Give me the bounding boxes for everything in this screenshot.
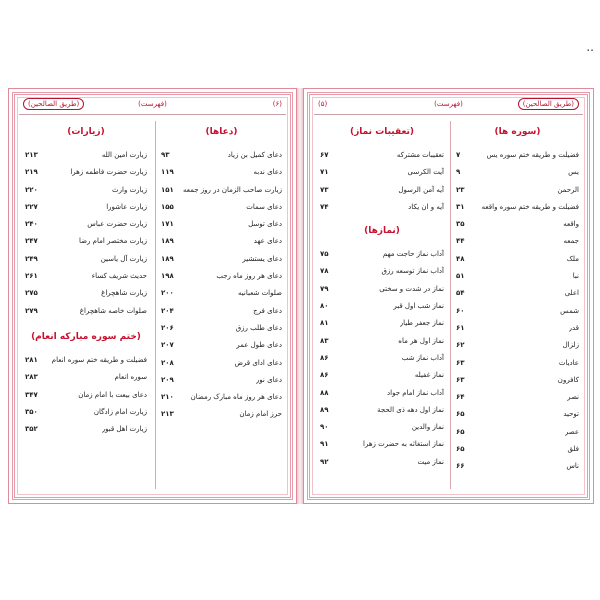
toc-entry (452, 182, 583, 199)
toc-entry-page: ۷ (456, 151, 461, 159)
toc-entry-page: ۷۴ (320, 202, 329, 211)
section-title-duas: (دعاها) (205, 127, 238, 137)
toc-entry (21, 285, 151, 302)
toc-entry-page: ۲۴۷ (25, 237, 38, 246)
toc-entry (157, 233, 286, 250)
toc-entry-page: ۲۱۰ (161, 393, 174, 402)
toc-entry-title: تعقیبات مشترکه (396, 151, 444, 159)
toc-entry (452, 268, 583, 285)
toc-entry (452, 337, 583, 354)
toc-entry-title: ناس (566, 462, 579, 471)
toc-entry-title: کافرون (557, 375, 579, 384)
toc-entry-title: نصر (567, 393, 579, 402)
toc-entry (452, 320, 583, 337)
toc-entry-title: ملک (566, 254, 579, 263)
left-page-book-title: (طریق الصالحین) (23, 98, 84, 110)
toc-entry-page: ۲۰۴ (161, 306, 174, 315)
toc-entry (316, 385, 448, 402)
right-page (303, 88, 594, 504)
toc-entry-title: عصر (564, 427, 579, 436)
toc-entry-title: دعای طلب رزق (235, 323, 282, 332)
toc-entry-page: ۸۱ (320, 319, 329, 328)
toc-entry-page: ۸۶ (320, 353, 329, 362)
toc-entry-page: ۴۸ (456, 254, 465, 263)
toc-entry-title: نماز استغاثه به حضرت زهرا (363, 440, 444, 449)
toc-entry (452, 147, 583, 164)
toc-entry-title: نماز جعفر طیار (399, 319, 444, 328)
toc-entry-page: ۵۱ (456, 272, 465, 281)
toc-entry-page: ۱۱۹ (161, 168, 174, 177)
toc-entry-title: دعای عهد (253, 237, 282, 246)
toc-entry-page: ۲۲۷ (25, 202, 38, 211)
toc-entry-page: ۸۶ (320, 371, 329, 380)
right-page-section: (فهرست) (434, 100, 463, 108)
toc-entry (452, 303, 583, 320)
toc-entry-title: حدیث شریف کساء (91, 272, 147, 281)
toc-entry (316, 147, 448, 164)
toc-entry-page: ۲۴۹ (25, 254, 38, 263)
toc-list (316, 147, 448, 216)
toc-entry-title: زیارت حضرت عباس (87, 220, 147, 229)
toc-entry (21, 369, 151, 386)
corner-mark: .. (586, 40, 594, 54)
toc-entry-page: ۹۳ (161, 151, 170, 159)
toc-entry-page: ۳۴۷ (25, 390, 38, 399)
toc-entry-page: ۶۵ (456, 410, 465, 419)
toc-entry-title: قدر (568, 323, 579, 332)
toc-entry (157, 337, 286, 354)
toc-entry-page: ۲۲۰ (25, 185, 38, 194)
toc-entry (157, 320, 286, 337)
toc-entry (452, 233, 583, 250)
toc-entry (316, 315, 448, 332)
toc-entry (21, 387, 151, 404)
toc-entry-title: نماز غفیله (414, 371, 444, 380)
header-divider (19, 114, 286, 115)
toc-entry-page: ۸۳ (320, 336, 329, 345)
toc-entry-page: ۲۰۹ (161, 375, 174, 384)
toc-entry-page: ۲۰۰ (161, 289, 174, 298)
toc-entry-page: ۶۴ (456, 393, 465, 402)
toc-entry-page: ۲۳ (456, 185, 465, 194)
toc-entry (157, 303, 286, 320)
toc-entry (157, 285, 286, 302)
toc-entry (21, 251, 151, 268)
section-title-surahs: (سوره ها) (494, 127, 541, 137)
toc-entry (316, 454, 448, 471)
toc-entry (157, 372, 286, 389)
toc-entry-page: ۲۸۱ (25, 355, 38, 364)
toc-entry-title: نماز شب اول قبر (393, 302, 444, 311)
toc-list (21, 352, 151, 438)
toc-entry-page: ۶۷ (320, 151, 329, 159)
toc-entry-title: واقعه (563, 220, 579, 229)
toc-entry (316, 298, 448, 315)
toc-entry-title: آیه و ان یکاد (408, 202, 444, 211)
toc-entry-page: ۱۸۹ (161, 237, 174, 246)
toc-entry (316, 281, 448, 298)
toc-entry (452, 424, 583, 441)
toc-entry-title: اعلی (564, 289, 579, 298)
toc-entry-title: فضیلت و طریقه ختم سوره یس (486, 151, 579, 159)
toc-entry-title: نماز اول دهه ذی الحجة (377, 405, 444, 414)
toc-entry-page: ۶۲ (456, 341, 465, 350)
left-page (8, 88, 297, 504)
toc-entry-page: ۶۵ (456, 427, 465, 436)
toc-entry (316, 402, 448, 419)
toc-entry-page: ۲۷۵ (25, 289, 38, 298)
toc-entry-title: دعای فرج (253, 306, 282, 315)
right-page-book-title: (طریق الصالحین) (518, 98, 579, 110)
right-page-header (314, 97, 583, 113)
toc-entry-title: دعای هر روز ماه رجب (216, 272, 282, 281)
col-taqibat (316, 121, 448, 489)
toc-entry-page: ۳۵۰ (25, 407, 38, 416)
toc-entry-title: دعای نور (255, 375, 282, 384)
toc-entry (316, 164, 448, 181)
toc-entry (21, 233, 151, 250)
toc-entry (452, 199, 583, 216)
toc-entry (157, 199, 286, 216)
toc-entry-title: توحید (563, 410, 579, 419)
toc-entry (21, 164, 151, 181)
section-title-namazha: (نمازها) (364, 226, 400, 237)
toc-entry-title: زیارت صاحب الزمان در روز جمعه (183, 185, 282, 194)
toc-entry (452, 458, 583, 475)
toc-entry-page: ۲۴۰ (25, 220, 38, 229)
right-page-number: (۵) (318, 100, 328, 108)
toc-entry-title: دعای کمیل بن زیاد (227, 151, 282, 159)
col-surahs (452, 121, 583, 489)
toc-entry-title: صلوات شعبانیه (238, 289, 282, 298)
toc-entry-title: دعای طول عمر (236, 341, 282, 350)
col-duas (157, 121, 286, 489)
toc-list (316, 246, 448, 471)
toc-entry-title: عادیات (558, 358, 579, 367)
toc-entry (157, 389, 286, 406)
toc-entry-page: ۹۱ (320, 440, 329, 449)
toc-entry (316, 350, 448, 367)
toc-entry-title: الرحمن (557, 185, 579, 194)
toc-entry-title: آداب نماز امام جواد (387, 388, 444, 397)
toc-entry-title: جمعه (563, 237, 579, 246)
toc-entry-page: ۶۳ (456, 375, 465, 384)
toc-entry-page: ۶۵ (456, 445, 465, 454)
toc-entry-page: ۶۳ (456, 358, 465, 367)
toc-entry (21, 182, 151, 199)
toc-entry-title: دعای توسل (248, 220, 282, 229)
toc-entry (316, 246, 448, 263)
left-page-section: (فهرست) (138, 100, 167, 108)
toc-entry-title: زیارت وارث (112, 185, 147, 194)
toc-entry-title: فلق (567, 445, 579, 454)
section-title-taqibat: (تعقیبات نماز) (349, 127, 415, 137)
toc-entry-title: زیارت عاشورا (106, 202, 147, 211)
toc-entry (316, 263, 448, 280)
toc-entry-title: زیارت امام زادگان (93, 407, 147, 416)
toc-entry-title: نماز در شدت و سختی (379, 284, 444, 293)
toc-entry-title: نماز اول هر ماه (398, 336, 444, 345)
toc-entry (157, 182, 286, 199)
toc-entry-title: فضیلت و طریقه ختم سوره واقعه (481, 202, 579, 211)
column-divider (155, 121, 156, 489)
toc-entry-title: نماز والدین (411, 423, 444, 432)
toc-entry (452, 389, 583, 406)
toc-entry-title: زیارت امین الله (101, 151, 147, 159)
toc-entry-page: ۱۵۵ (161, 202, 174, 211)
toc-entry-page: ۸۰ (320, 302, 329, 311)
toc-entry (21, 303, 151, 320)
left-page-header (19, 97, 286, 113)
toc-entry-title: دعای ادای قرض (234, 358, 282, 367)
toc-entry (452, 251, 583, 268)
toc-entry-title: آداب نماز توسعه رزق (381, 267, 444, 276)
toc-entry-page: ۲۱۳ (25, 151, 38, 159)
toc-entry-page: ۱۸۹ (161, 254, 174, 263)
column-divider (450, 121, 451, 489)
toc-entry-page: ۲۰۷ (161, 341, 174, 350)
toc-entry (157, 355, 286, 372)
toc-entry-title: فضیلت و طریقه ختم سوره انعام (51, 355, 147, 364)
toc-entry (157, 406, 286, 423)
toc-entry-page: ۵۴ (456, 289, 465, 298)
toc-entry-title: نماز میت (417, 457, 444, 466)
toc-entry-page: ۷۳ (320, 185, 329, 194)
header-divider (314, 114, 583, 115)
toc-entry (21, 352, 151, 369)
toc-entry-page: ۳۱ (456, 202, 465, 211)
toc-entry-page: ۸۹ (320, 405, 329, 414)
toc-entry-page: ۲۱۹ (25, 168, 38, 177)
toc-entry (316, 182, 448, 199)
toc-entry (452, 164, 583, 181)
toc-entry (21, 404, 151, 421)
toc-entry-page: ۶۱ (456, 323, 465, 332)
toc-entry-page: ۲۷۹ (25, 306, 38, 315)
toc-entry (316, 199, 448, 216)
toc-entry-title: یس (568, 168, 579, 177)
toc-entry-page: ۶۰ (456, 306, 465, 315)
section-title-anam: (ختم سوره مبارکه انعام) (31, 331, 141, 342)
toc-entry-page: ۳۵ (456, 220, 465, 229)
toc-entry (21, 199, 151, 216)
toc-entry-page: ۱۵۱ (161, 185, 174, 194)
toc-entry-page: ۹۰ (320, 423, 329, 432)
toc-entry-title: دعای یستشیر (242, 254, 282, 263)
toc-entry-title: زیارت حضرت فاطمه زهرا (70, 168, 147, 177)
toc-entry (452, 285, 583, 302)
toc-entry-page: ۷۵ (320, 250, 329, 259)
left-page-number: (۶) (272, 100, 282, 108)
toc-list (157, 147, 286, 424)
toc-entry-title: آیت الکرسی (407, 168, 444, 177)
toc-entry-page: ۹۲ (320, 457, 329, 466)
toc-entry-page: ۷۸ (320, 267, 329, 276)
toc-entry (316, 419, 448, 436)
toc-entry-page: ۳۵۲ (25, 425, 38, 434)
toc-entry-page: ۷۹ (320, 284, 329, 293)
toc-entry-title: صلوات خاصه شاهچراغ (79, 306, 147, 315)
toc-entry-title: نبا (572, 272, 579, 281)
toc-entry-page: ۲۸۳ (25, 373, 38, 382)
toc-list (452, 147, 583, 476)
toc-entry-page: ۱۷۱ (161, 220, 174, 229)
toc-entry-page: ۲۰۸ (161, 358, 174, 367)
toc-entry-page: ۷۱ (320, 168, 329, 177)
toc-entry-title: دعای سمات (246, 202, 282, 211)
toc-entry (452, 406, 583, 423)
toc-entry-title: شمس (560, 306, 579, 315)
toc-entry-page: ۴۴ (456, 237, 465, 246)
toc-entry (21, 268, 151, 285)
toc-entry-page: ۶۶ (456, 462, 465, 471)
section-title-ziarat: (زیارات) (67, 127, 105, 137)
toc-entry-title: دعای بیعت با امام زمان (78, 390, 147, 399)
toc-entry (157, 216, 286, 233)
toc-entry-page: ۲۶۱ (25, 272, 38, 281)
toc-entry-page: ۸۸ (320, 388, 329, 397)
toc-entry (21, 421, 151, 438)
toc-entry-title: دعای ندبه (253, 168, 282, 177)
toc-entry (316, 436, 448, 453)
toc-entry (21, 216, 151, 233)
toc-entry-title: زیارت اهل قبور (101, 425, 147, 434)
toc-entry-title: آیه آمن الرسول (398, 185, 444, 194)
toc-entry-page: ۲۱۳ (161, 410, 174, 419)
toc-entry (452, 372, 583, 389)
toc-entry-page: ۲۰۶ (161, 323, 174, 332)
toc-entry-title: حرز امام زمان (239, 410, 282, 419)
toc-entry-title: آداب نماز حاجت مهم (382, 250, 444, 259)
toc-entry-title: زیارت مختصر امام رضا (78, 237, 147, 246)
toc-entry (157, 147, 286, 164)
toc-entry-page: ۹ (456, 168, 461, 177)
toc-entry (21, 147, 151, 164)
toc-entry-title: زیارت آل یاسین (100, 254, 147, 263)
toc-entry-title: سوره انعام (114, 373, 147, 382)
toc-entry-title: زلزال (562, 341, 579, 350)
toc-entry (316, 367, 448, 384)
toc-entry (452, 216, 583, 233)
toc-entry (157, 251, 286, 268)
toc-entry (452, 441, 583, 458)
toc-entry-page: ۱۹۸ (161, 272, 174, 281)
toc-entry-title: آداب نماز شب (401, 353, 444, 362)
toc-list (21, 147, 151, 320)
toc-entry (157, 268, 286, 285)
toc-entry-title: زیارت شاهچراغ (101, 289, 147, 298)
toc-entry (452, 355, 583, 372)
toc-entry (316, 333, 448, 350)
col-ziarat (21, 121, 151, 489)
toc-entry (157, 164, 286, 181)
toc-entry-title: دعای هر روز ماه مبارک رمضان (190, 393, 282, 402)
